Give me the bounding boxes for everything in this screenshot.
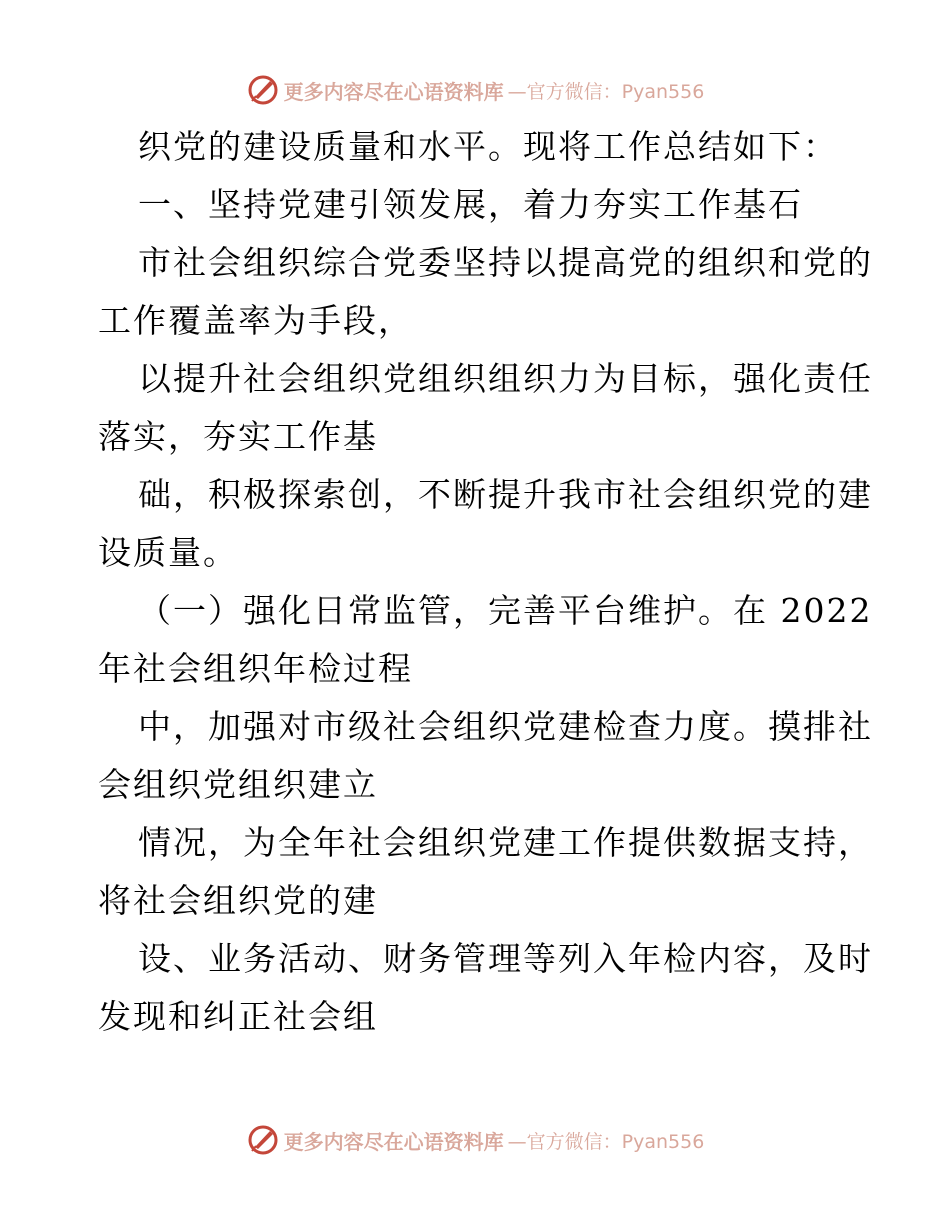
header-contact-text: —官方微信：Pyan556 — [507, 80, 705, 103]
quill-logo-icon — [246, 73, 280, 107]
footer-contact-text: —官方微信：Pyan556 — [507, 1130, 705, 1153]
text-line: 工作覆盖率为手段， — [98, 301, 413, 340]
subsection-heading: （一）强化日常监管，完善平台维护。在 2022 — [138, 591, 873, 630]
text-line: 年社会组织年检过程 — [98, 649, 413, 688]
section-heading: 一、坚持党建引领发展，着力夯实工作基石 — [138, 185, 803, 224]
text-line: 织党的建设质量和水平。现将工作总结如下： — [138, 127, 838, 166]
text-line: 设质量。 — [98, 533, 238, 572]
text-line: 础，积极探索创，不断提升我市社会组织党的建 — [138, 475, 873, 514]
text-line: 市社会组织综合党委坚持以提高党的组织和党的 — [138, 243, 873, 282]
text-line: 发现和纠正社会组 — [98, 997, 378, 1036]
text-line: 会组织党组织建立 — [98, 765, 378, 804]
document-body — [98, 118, 873, 1046]
text-line: 将社会组织党的建 — [98, 881, 378, 920]
text-line: 落实，夯实工作基 — [98, 417, 378, 456]
footer-banner-content — [246, 1123, 705, 1157]
header-brand-text: 更多内容尽在心语资料库 — [283, 79, 504, 104]
header-banner-content — [246, 73, 705, 107]
quill-logo-icon — [246, 1123, 280, 1157]
header-banner — [0, 70, 950, 110]
text-line: 以提升社会组织党组织组织力为目标，强化责任 — [138, 359, 873, 398]
footer-banner — [0, 1120, 950, 1160]
text-line: 情况，为全年社会组织党建工作提供数据支持， — [138, 823, 873, 862]
text-line: 中，加强对市级社会组织党建检查力度。摸排社 — [138, 707, 873, 746]
text-line: 设、业务活动、财务管理等列入年检内容，及时 — [138, 939, 873, 978]
footer-brand-text: 更多内容尽在心语资料库 — [283, 1129, 504, 1154]
